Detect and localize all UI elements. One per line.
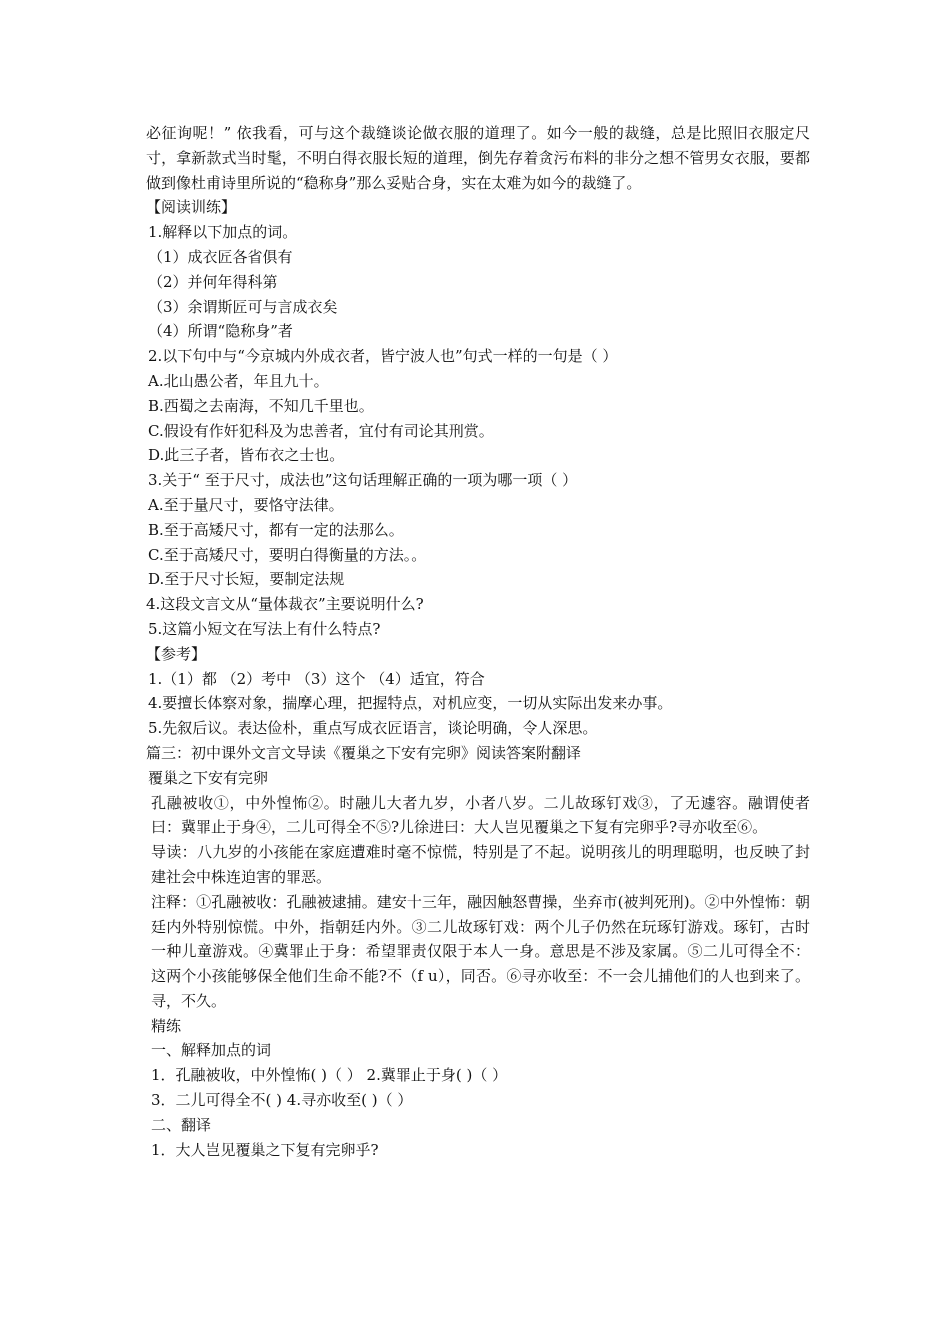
question-3-option: D.至于尺寸长短，要制定法规	[148, 570, 345, 589]
intro-paragraph: 必征询呢！” 依我看，可与这个裁缝谈论做衣服的道理了。如今一般的裁缝，总是比照旧衣服定尺寸，拿新款式当时髦，不明白得衣服长短的道理，倒先存着贪污布料的非分之想不管男女衣服，要都做到像杜甫诗里所说的“稳称身”那么妥贴合身，实在太难为如今的裁缝了。	[146, 124, 810, 192]
answer-line: 1.（1）都 （2）考中 （3）这个 （4）适宜，符合	[148, 669, 485, 688]
question-1-title: 1.解释以下加点的词。	[148, 223, 298, 242]
question-1-item: （3）余谓斯匠可与言成衣矣	[148, 297, 338, 316]
answer-line: 4.要擅长体察对象，揣摩心理，把握特点，对机应变，一切从实际出发来办事。	[148, 694, 673, 713]
question-5: 5.这篇小短文在写法上有什么特点?	[148, 619, 381, 638]
question-4: 4.这段文言文从“量体裁衣”主要说明什么?	[146, 595, 424, 614]
question-2-option: D.此三子者，皆布衣之士也。	[148, 446, 345, 465]
section-1-title: 一、解释加点的词	[151, 1041, 272, 1060]
section-1-line: 3．二儿可得全不( ) 4.寻亦收至( )（ ）	[151, 1091, 413, 1110]
practice-heading: 精练	[151, 1016, 182, 1035]
question-3-option: B.至于高矮尺寸，都有一定的法那么。	[148, 520, 404, 539]
question-3-option: A.至于量尺寸，要恪守法律。	[148, 495, 344, 514]
reference-answers-heading: 【参考】	[146, 644, 207, 663]
passage-text: 孔融被收①，中外惶怖②。时融儿大者九岁，小者八岁。二儿故琢钉戏③，了无遽容。融谓使者曰：冀罪止于身④，二儿可得全不⑤?儿徐进曰：大人岂见覆巢之下复有完卵乎?寻亦收至⑥。	[151, 793, 810, 837]
question-3-option: C.至于高矮尺寸，要明白得衡量的方法。。	[148, 545, 427, 564]
notes-text: 注释：①孔融被收：孔融被逮捕。建安十三年，融因触怒曹操，坐弃市(被判死刑)。②中外惶怖：朝廷内外特别惊慌。中外，指朝廷内外。③二儿故琢钉戏：两个儿子仍然在玩琢钉游戏。琢钉，古时一种儿童游戏。④冀罪止于身：希望罪责仅限于本人一身。意思是不涉及家属。⑤二儿可得全不：这两个小孩能够保全他们生命不能?不（f u），同否。⑥寻亦收至：不一会儿捕他们的人也到来了。寻，不久。	[151, 892, 810, 1010]
question-1-item: （2）并何年得科第	[148, 272, 278, 291]
reading-training-heading: 【阅读训练】	[146, 198, 237, 217]
section-1-line: 1．孔融被收，中外惶怖( )（ ） 2.冀罪止于身( )（ ）	[151, 1066, 508, 1085]
answer-line: 5.先叙后议。表达俭朴，重点写成衣匠语言，谈论明确，令人深思。	[148, 719, 598, 738]
question-2-option: C.假设有作奸犯科及为忠善者，宜付有司论其刑赏。	[148, 421, 494, 440]
section-2-title: 二、翻译	[151, 1115, 212, 1134]
question-2-option: B.西蜀之去南海，不知几千里也。	[148, 396, 374, 415]
document-body	[146, 121, 810, 1162]
question-2-option: A.北山愚公者，年且九十。	[148, 371, 329, 390]
passage-title: 覆巢之下安有完卵	[148, 768, 269, 787]
question-2-title: 2.以下句中与“今京城内外成衣者，皆宁波人也”句式一样的一句是（ ）	[148, 347, 618, 366]
guide-text: 导读：八九岁的小孩能在家庭遭难时毫不惊慌，特别是了不起。说明孩儿的明理聪明，也反映了封建社会中株连迫害的罪恶。	[151, 843, 810, 886]
section-2-line: 1．大人岂见覆巢之下复有完卵乎?	[151, 1140, 379, 1159]
question-3-title: 3.关于“ 至于尺寸，成法也”这句话理解正确的一项为哪一项（ ）	[148, 471, 578, 490]
part-3-heading: 篇三：初中课外文言文导读《覆巢之下安有完卵》阅读答案附翻译	[146, 743, 582, 762]
question-1-item: （4）所谓“隐称身”者	[148, 322, 293, 341]
question-1-item: （1）成衣匠各省俱有	[148, 247, 293, 266]
